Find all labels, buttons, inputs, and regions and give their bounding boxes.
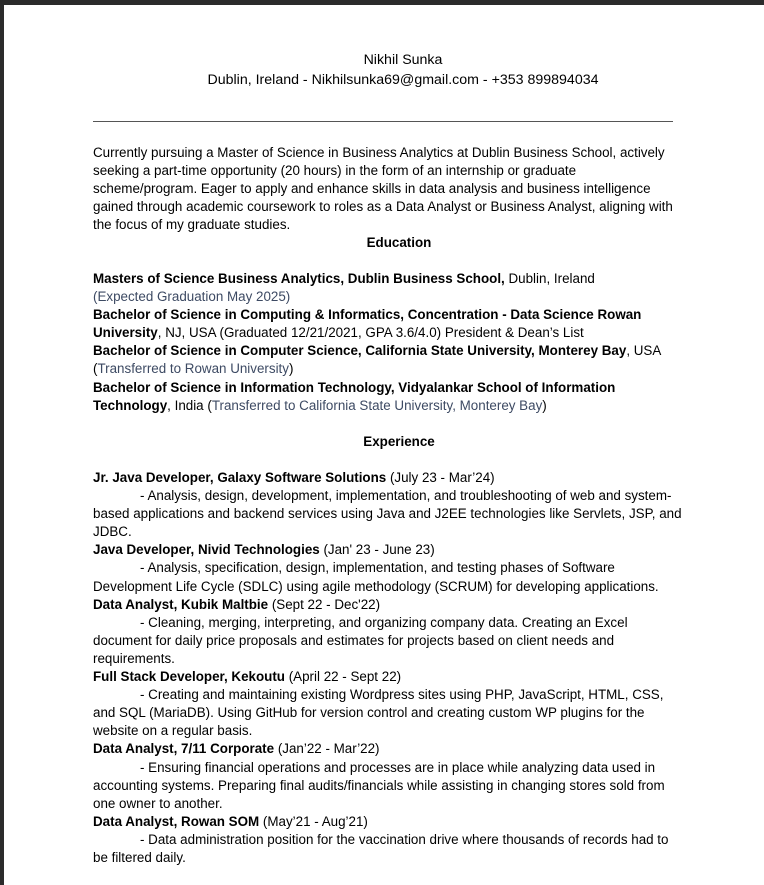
job-description: - Ensuring financial operations and processes are in place while analyzing data used in accounting systems. Preparing final audits/financials while assisting in changing stores sold from one owner to another. bbox=[93, 759, 665, 811]
experience-item bbox=[93, 596, 683, 614]
job-description: - Analysis, specification, design, implementation, and testing phases of Software Development Life Cycle (SDLC) using agile methodology (SCRUM) for developing applications. bbox=[93, 560, 659, 594]
education-item bbox=[93, 379, 683, 415]
job-dates: (Sept 22 - Dec'22) bbox=[268, 596, 381, 612]
degree-location: , India ( bbox=[167, 397, 212, 413]
education-item bbox=[93, 342, 683, 378]
degree-note: Transferred to California State University, Monterey Bay bbox=[211, 397, 543, 413]
experience-item bbox=[93, 541, 683, 559]
experience-item bbox=[93, 813, 683, 831]
education-item bbox=[93, 306, 683, 342]
degree-title: Bachelor of Science in Computer Science, California State University, Monterey Bay bbox=[93, 343, 627, 359]
degree-location: , USA ( bbox=[93, 343, 661, 377]
job-title: Java Developer, Nivid Technologies bbox=[93, 542, 320, 558]
job-dates: (Jan’22 - Mar’22) bbox=[274, 741, 380, 757]
degree-location: , NJ, USA (Graduated 12/21/2021, GPA 3.6/4.0) President & Dean’s List bbox=[157, 325, 584, 341]
experience-item bbox=[93, 469, 683, 487]
job-title: Full Stack Developer, Kekoutu bbox=[93, 669, 285, 685]
candidate-name: Nikhil Sunka bbox=[363, 52, 443, 68]
job-dates: (April 22 - Sept 22) bbox=[285, 669, 402, 685]
degree-title: Bachelor of Science in Computing & Informatics, Concentration - Data Science Rowan University bbox=[93, 307, 642, 341]
experience-item bbox=[93, 668, 683, 686]
degree-title: Bachelor of Science in Information Technology, Vidyalankar School of Information Technology bbox=[93, 379, 616, 413]
degree-location: Dublin, Ireland bbox=[504, 271, 595, 286]
contact-line: Dublin, Ireland - Nikhilsunka69@gmail.com - +353 899894034 bbox=[207, 72, 599, 88]
degree-title: Masters of Science Business Analytics, Dublin Business School, bbox=[93, 271, 505, 286]
resume-page bbox=[4, 5, 764, 885]
job-description: - Cleaning, merging, interpreting, and organizing company data. Creating an Excel document for daily price proposals and estimates for projects based on client needs and requirements. bbox=[93, 614, 628, 666]
job-description: - Analysis, design, development, implementation, and troubleshooting of web and system-based applications and backend services using Java and J2EE technologies like Servlets, JSP, and JDBC. bbox=[93, 488, 682, 540]
degree-note: (Expected Graduation May 2025) bbox=[93, 289, 291, 305]
horizontal-divider bbox=[93, 121, 673, 122]
job-title: Jr. Java Developer, Galaxy Software Solutions bbox=[93, 470, 387, 485]
degree-note-close: ) bbox=[542, 397, 547, 413]
job-description: - Data administration position for the vaccination drive where thousands of records had to be filtered daily. bbox=[93, 831, 669, 865]
job-title: Data Analyst, Rowan SOM bbox=[93, 813, 260, 829]
job-dates: (May’21 - Aug’21) bbox=[259, 813, 368, 829]
degree-note-close: ) bbox=[288, 361, 294, 377]
degree-note: Transferred to Rowan University bbox=[97, 361, 289, 377]
summary-paragraph: Currently pursuing a Master of Science in Business Analytics at Dublin Business School, actively seeking a part-time opportunity (20 hours) in the form of an internship or graduate scheme/program. Eager to apply and enhance skills in data analysis and business intelligence gained through academic coursework to roles as a Data Analyst or Business Analyst, aligning with the focus of my graduate studies. bbox=[93, 145, 673, 233]
experience-list bbox=[93, 469, 683, 867]
experience-item bbox=[93, 740, 683, 758]
job-dates: (July 23 - Mar’24) bbox=[386, 470, 495, 485]
education-heading: Education bbox=[366, 235, 432, 250]
education-item bbox=[93, 270, 683, 306]
experience-heading: Experience bbox=[363, 434, 435, 449]
job-title: Data Analyst, Kubik Maltbie bbox=[93, 596, 269, 612]
education-list bbox=[93, 270, 683, 415]
job-dates: (Jan' 23 - June 23) bbox=[319, 542, 435, 558]
job-title: Data Analyst, 7/11 Corporate bbox=[93, 741, 275, 757]
job-description: - Creating and maintaining existing Wordpress sites using PHP, JavaScript, HTML, CSS, and SQL (MariaDB). Using GitHub for version control and creating custom WP plugins for the website on a regular basis. bbox=[93, 687, 664, 739]
